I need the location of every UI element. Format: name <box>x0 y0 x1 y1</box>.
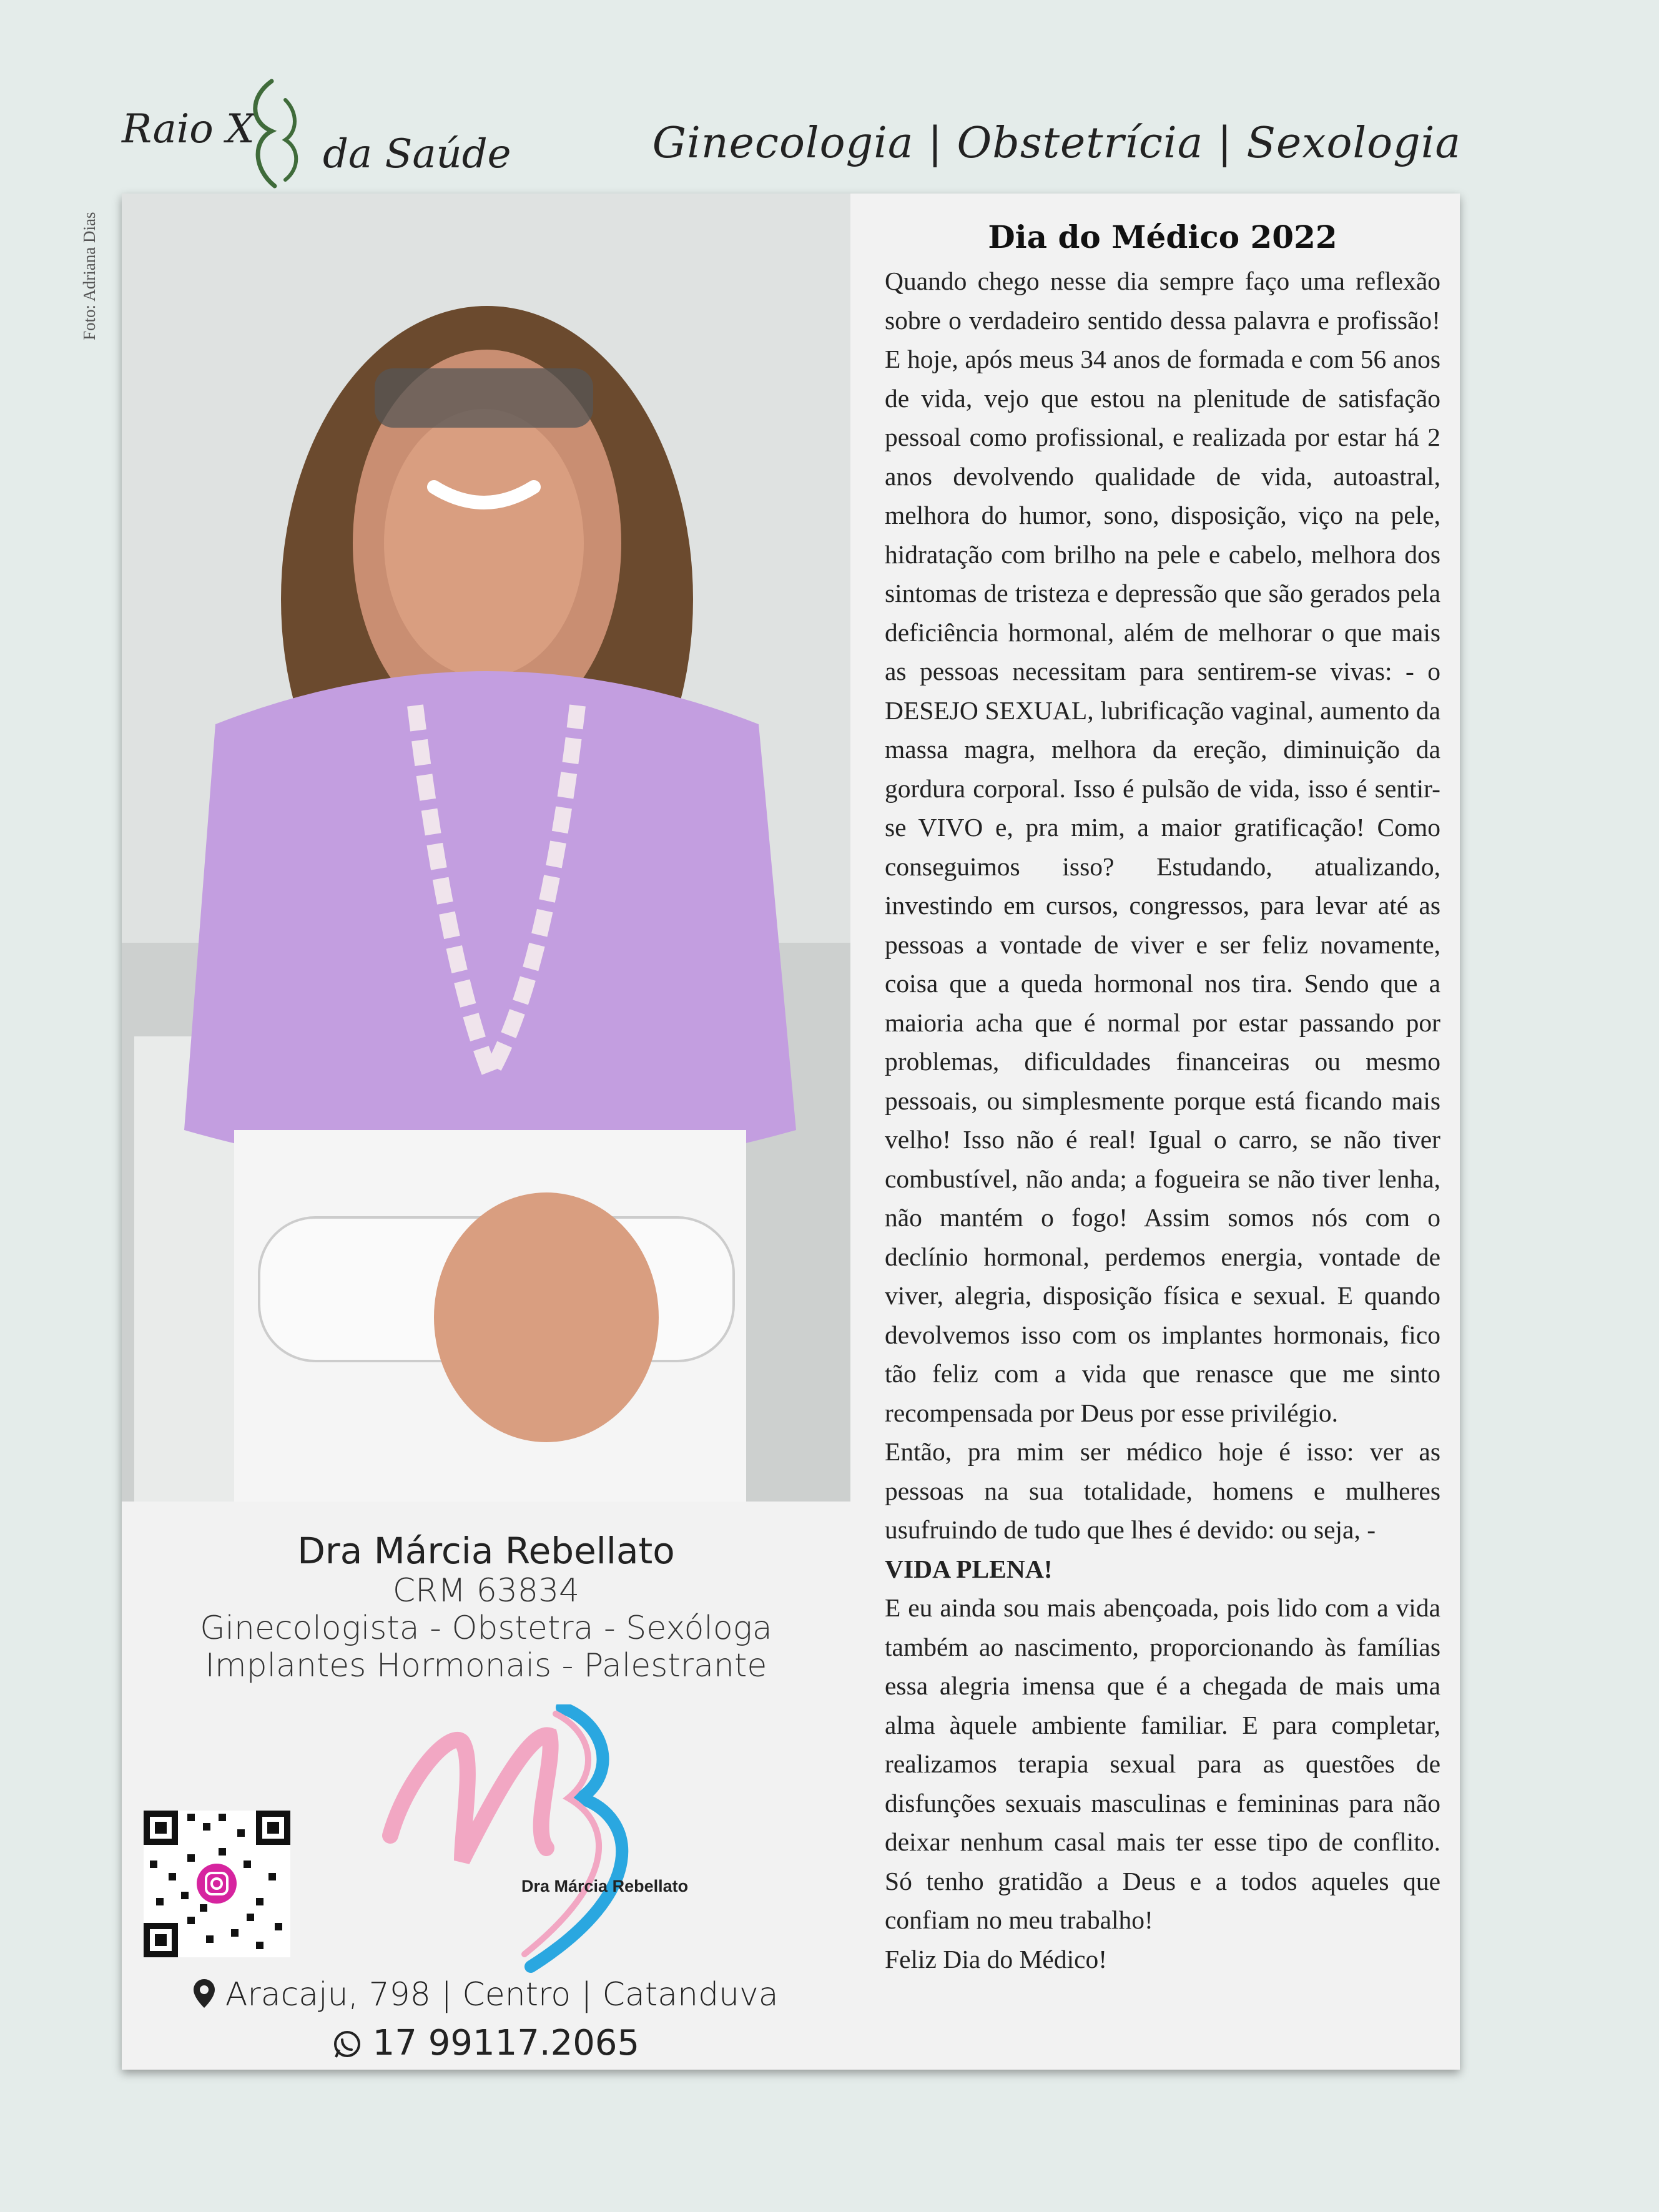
article-highlight: VIDA PLENA! <box>885 1554 1053 1583</box>
doctor-photo <box>122 194 850 1502</box>
phone-number: 17 99117.2065 <box>372 2023 640 2063</box>
whatsapp-icon <box>333 2030 362 2058</box>
services-line: Implantes Hormonais - Palestrante <box>205 1647 767 1684</box>
location-pin-icon <box>194 1979 215 2008</box>
photo-credit: Foto: Adriana Dias <box>80 212 99 340</box>
article-title: Dia do Médico 2022 <box>988 219 1337 255</box>
address <box>122 1976 850 2013</box>
article <box>885 219 1440 1979</box>
doctor-info <box>122 1517 850 1684</box>
specialties-line: Ginecologista - Obstetra - Sexóloga <box>200 1610 772 1647</box>
brand-logo <box>122 75 521 200</box>
ad-panel <box>122 194 1460 2070</box>
article-paragraph-1: Quando chego nesse dia sempre faço uma reflexão sobre o verdadeiro sentido dessa palavra e profissão! E hoje, após meus 34 anos de formada e com 56 anos de vida, vejo que estou na plenitude de satisfação pessoal como profissional, e realizada por estar há 2 anos devolvendo qualidade de vida, autoastral, melhora do humor, sono, disposição, viço na pele, hidratação com brilho na pele e cabelo, melhora dos sintomas de tristeza e depressão que são gerados pela deficiência hormonal, além de melhorar o que mais as pessoas necessitam para sentirem-se vivas: - o DESEJO SEXUAL, lubrificação vaginal, aumento da massa magra, melhora da ereção, diminuição da gordura corporal. Isso é pulsão de vida, isso é sentir-se VIVO e, pra mim, a maior gratificação! Como conseguimos isso? Estudando, atualizando, investindo em cursos, congressos, para levar até as pessoas a vontade de viver e ser feliz novamente, coisa que a queda hormonal nos tira. Sendo que a maioria acha que é normal por estar passando por problemas, dificuldades financeiras ou mesmo pessoais, ou simplesmente porque está ficando mais velho! Isso não é real! Igual o carro, se não tiver combustível, não anda; a fogueira se não tiver lenha, não mantém o fogo! Assim somos nós com o declínio hormonal, perdemos energia, vontade de viver, alegria, disposição física e sexual. E quando devolvemos isso com os implantes hormonais, fico tão feliz com a vida que renasce que me sinto recompensada por Deus por esse privilégio. <box>885 267 1440 1427</box>
article-paragraph-3: E eu ainda sou mais abençoada, pois lido com a vida também ao nascimento, proporcionando às famílias essa alegria imensa que é a chegada de mais uma alma àquele ambiente familiar. E para completar, realizamos terapia sexual para as questões de disfunções sexuais masculinas e femininas para não deixar nenhum casal mais ter esse tipo de conflito. Só tenho gratidão a Deus e a todos aqueles que confiam no meu trabalho! <box>885 1593 1440 1934</box>
phone[interactable] <box>122 2023 850 2063</box>
brand-name-part2: da Saúde <box>323 131 511 177</box>
mr-logo <box>368 1704 774 1979</box>
logo-text: Dra Márcia Rebellato <box>521 1877 689 1895</box>
address-text: Aracaju, 798 | Centro | Catanduva <box>225 1976 779 2013</box>
qr-code[interactable] <box>144 1811 290 1957</box>
brand-emblem-icon <box>247 75 322 200</box>
article-closing: Feliz Dia do Médico! <box>885 1944 1108 1974</box>
brand-name-part1: Raio X <box>122 106 255 152</box>
doctor-name: Dra Márcia Rebellato <box>297 1530 675 1572</box>
article-paragraph-2: Então, pra mim ser médico hoje é isso: ver as pessoas na sua totalidade, homens e mulheres usufruindo de tudo que lhes é devido: ou seja, - <box>885 1437 1440 1544</box>
crm-number: CRM 63834 <box>392 1572 580 1610</box>
instagram-icon <box>197 1864 237 1904</box>
specialties-header: Ginecologia | Obstetrícia | Sexologia <box>652 119 1461 168</box>
